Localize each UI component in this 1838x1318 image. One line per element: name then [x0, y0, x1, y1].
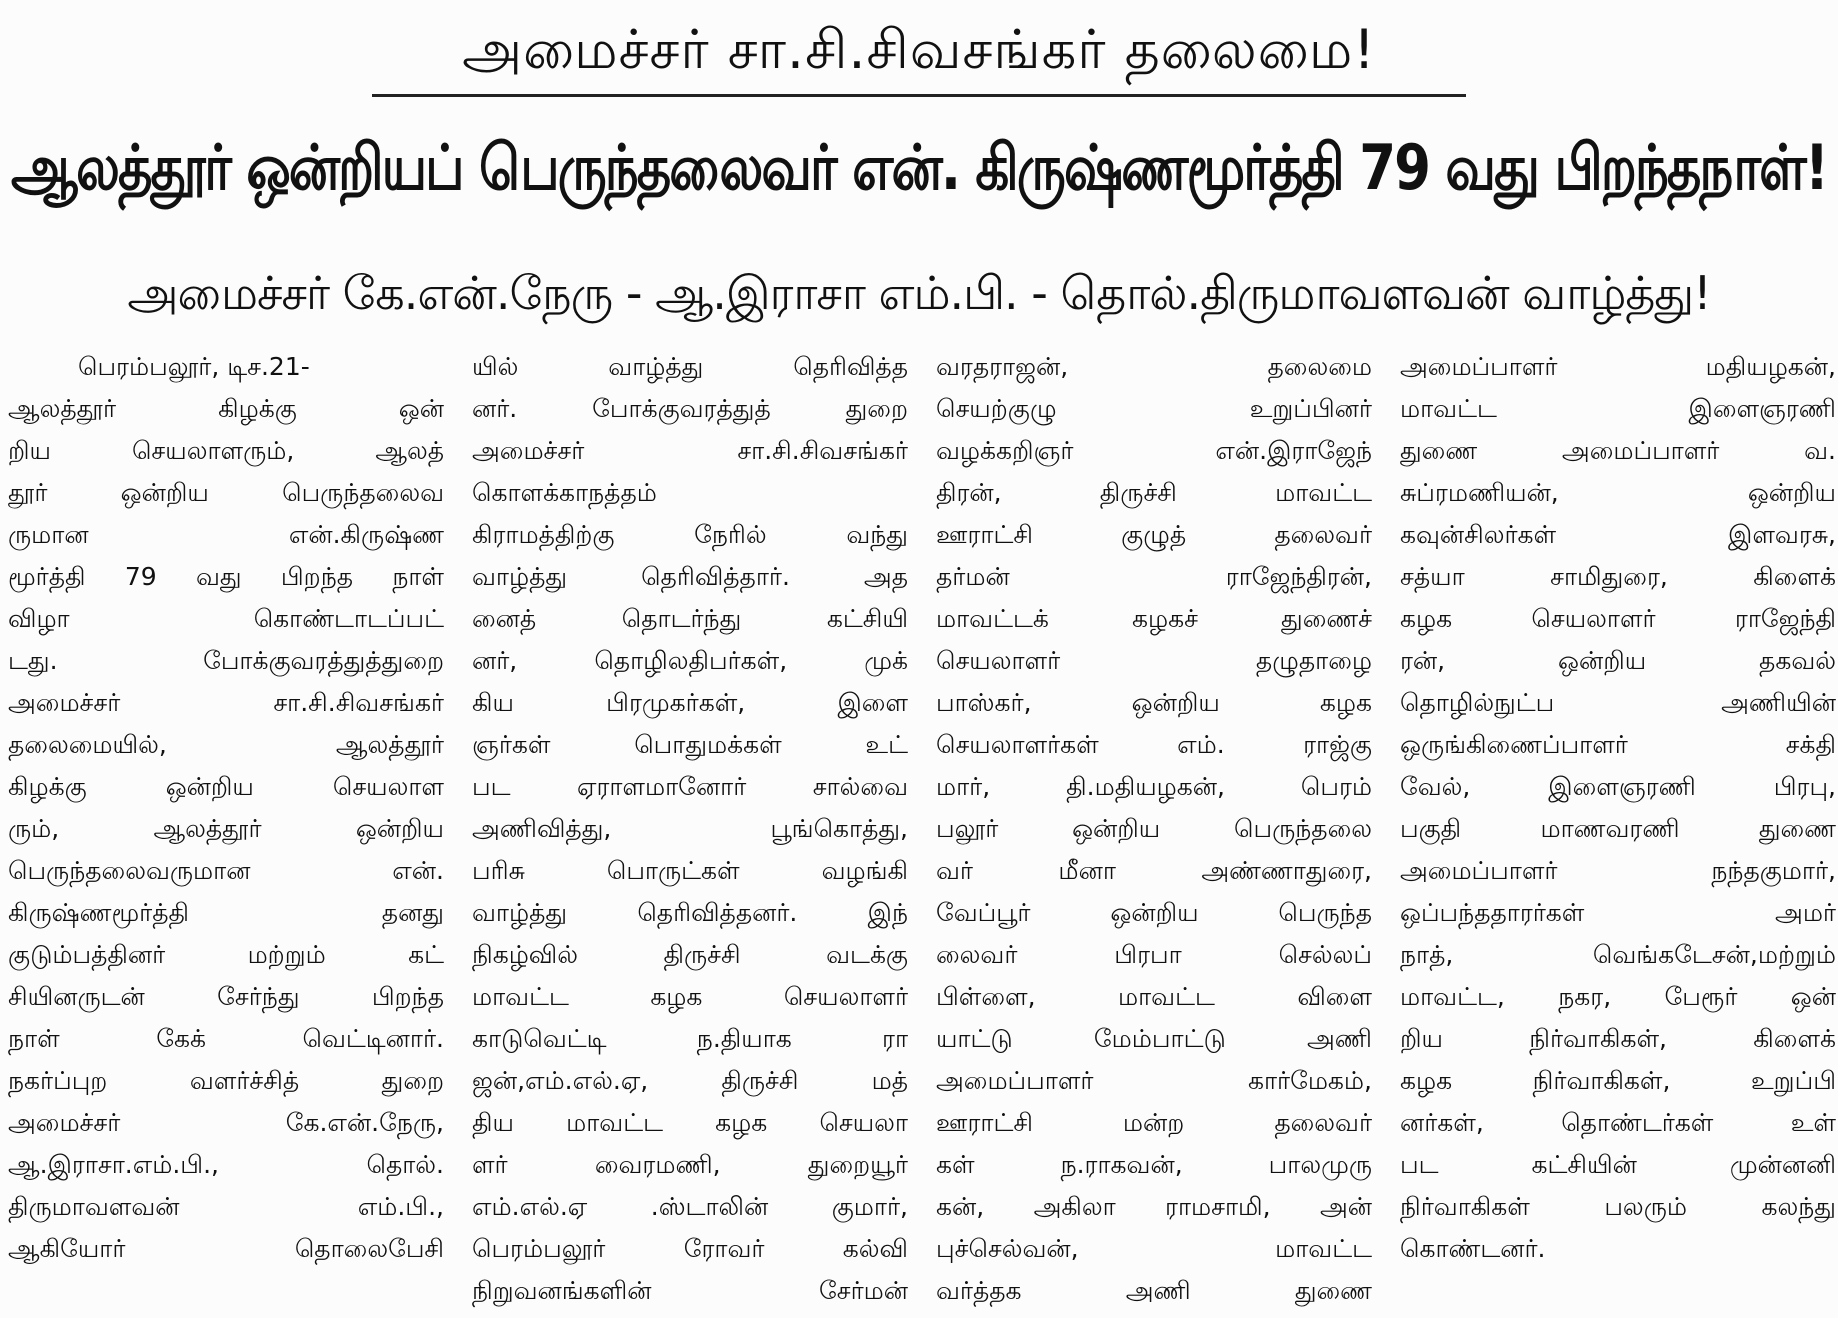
article-column-1: [8, 346, 444, 1270]
article-column-4: [1400, 346, 1836, 1270]
article-line: டது. போக்குவரத்துத்துறை: [8, 646, 444, 675]
article-line: ஊராட்சி குழுத் தலைவர்: [936, 520, 1372, 549]
article-line: குடும்பத்தினர் மற்றும் கட்: [8, 940, 444, 969]
article-line: வரதராஜன், தலைமை: [936, 352, 1372, 381]
article-line: அமைப்பாளர் கார்மேகம்,: [936, 1066, 1372, 1095]
article-line: தொழில்நுட்ப அணியின்: [1400, 688, 1836, 717]
main-headline: ஆலத்தூர் ஒன்றியப் பெருந்தலைவர் என். கிருஷ்ணமூர்த்தி 79 வது பிறந்தநாள்!: [10, 132, 1827, 205]
article-line: பெரம்பலூர் ரோவர் கல்வி: [472, 1234, 908, 1263]
article-line: ஞர்கள் பொதுமக்கள் உட்: [472, 730, 908, 759]
article-line: பட கட்சியின் முன்னனி: [1400, 1150, 1836, 1179]
article-line: கவுன்சிலர்கள் இளவரசு,: [1400, 520, 1836, 549]
article-line: அணிவித்து, பூங்கொத்து,: [472, 814, 908, 843]
article-line: கழக செயலாளர் ராஜேந்தி: [1400, 604, 1836, 633]
article-line: நகர்ப்புற வளர்ச்சித் துறை: [8, 1066, 444, 1095]
article-line: ரன், ஒன்றிய தகவல்: [1400, 646, 1836, 675]
article-line: றிய நிர்வாகிகள், கிளைக்: [1400, 1024, 1836, 1053]
article-line: விழா கொண்டாடப்பட்: [8, 604, 444, 633]
article-line: ஒருங்கிணைப்பாளர் சக்தி: [1400, 730, 1836, 759]
article-line: மூர்த்தி 79 வது பிறந்த நாள்: [8, 562, 444, 591]
article-line: கொளக்காநத்தம்: [472, 478, 657, 507]
article-line: நாள் கேக் வெட்டினார்.: [8, 1024, 444, 1053]
article-line: திருமாவளவன் எம்.பி.,: [8, 1192, 444, 1221]
article-line: திய மாவட்ட கழக செயலா: [472, 1108, 908, 1137]
article-line: கன், அகிலா ராமசாமி, அன்: [936, 1192, 1372, 1221]
article-line: பட ஏராளமானோர் சால்வை: [472, 772, 908, 801]
article-line: மார், தி.மதியழகன், பெரம்: [936, 772, 1372, 801]
article-line: சத்யா சாமிதுரை, கிளைக்: [1400, 562, 1836, 591]
article-line: அமைச்சர் கே.என்.நேரு,: [8, 1108, 444, 1137]
article-line: மாவட்ட, நகர, பேரூர் ஒன்: [1400, 982, 1836, 1011]
article-line: செயலாளர்கள் எம். ராஜ்கு: [936, 730, 1372, 759]
article-line: எம்.எல்.ஏ .ஸ்டாலின் குமார்,: [472, 1192, 908, 1221]
article-line: பிள்ளை, மாவட்ட விளை: [936, 982, 1372, 1011]
article-line: தர்மன் ராஜேந்திரன்,: [936, 562, 1372, 591]
article-line: பாஸ்கர், ஒன்றிய கழக: [936, 688, 1372, 717]
article-line: நிறுவனங்களின் சேர்மன்: [472, 1276, 908, 1305]
article-line: தலைமையில், ஆலத்தூர்: [8, 730, 444, 759]
article-line: கிராமத்திற்கு நேரில் வந்து: [472, 520, 908, 549]
article-line: வேல், இளைஞரணி பிரபு,: [1400, 772, 1836, 801]
article-line: ருமான என்.கிருஷ்ண: [8, 520, 444, 549]
article-line: நாத், வெங்கடேசன்,மற்றும்: [1400, 940, 1836, 969]
article-line: பெரம்பலூர், டிச.21-: [78, 352, 310, 381]
article-line: செயலாளர் தழுதாழை: [936, 646, 1372, 675]
article-line: கிருஷ்ணமூர்த்தி தனது: [8, 898, 444, 927]
article-line: பெருந்தலைவருமான என்.: [8, 856, 444, 885]
article-line: ரும், ஆலத்தூர் ஒன்றிய: [8, 814, 444, 843]
article-line: ஆலத்தூர் கிழக்கு ஒன்: [8, 394, 444, 423]
article-line: பகுதி மாணவரணி துணை: [1400, 814, 1836, 843]
article-line: றிய செயலாளரும், ஆலத்: [8, 436, 444, 465]
article-line: ஆ.இராசா.எம்.பி., தொல்.: [8, 1150, 444, 1179]
article-line: வேப்பூர் ஒன்றிய பெருந்த: [936, 898, 1372, 927]
article-line: அமைச்சர் சா.சி.சிவசங்கர்: [8, 688, 444, 717]
article-line: மாவட்ட கழக செயலாளர்: [472, 982, 908, 1011]
article-line: வர்த்தக அணி துணை: [936, 1276, 1372, 1305]
article-line: யில் வாழ்த்து தெரிவித்த: [472, 352, 908, 381]
article-line: சுப்ரமணியன், ஒன்றிய: [1400, 478, 1836, 507]
kicker-headline: அமைச்சர் சா.சி.சிவசங்கர் தலைமை!: [462, 18, 1376, 81]
article-line: கிழக்கு ஒன்றிய செயலாள: [8, 772, 444, 801]
article-line: லைவர் பிரபா செல்லப்: [936, 940, 1372, 969]
article-line: கள் ந.ராகவன், பாலமுரு: [936, 1150, 1372, 1179]
article-line: புச்செல்வன், மாவட்ட: [936, 1234, 1372, 1263]
article-column-3: [936, 346, 1372, 1312]
article-line: வாழ்த்து தெரிவித்தார். அத: [472, 562, 908, 591]
article-column-2: [472, 346, 908, 1312]
article-line: ஒப்பந்ததாரர்கள் அமர்: [1400, 898, 1836, 927]
article-line: னர், தொழிலதிபர்கள், முக்: [472, 646, 908, 675]
article-line: பலூர் ஒன்றிய பெருந்தலை: [936, 814, 1372, 843]
article-line: னர். போக்குவரத்துத் துறை: [472, 394, 908, 423]
article-line: சியினருடன் சேர்ந்து பிறந்த: [8, 982, 444, 1011]
article-line: ளர் வைரமணி, துறையூர்: [472, 1150, 908, 1179]
article-line: கிய பிரமுகர்கள், இளை: [472, 688, 908, 717]
article-line: திரன், திருச்சி மாவட்ட: [936, 478, 1372, 507]
article-line: நிகழ்வில் திருச்சி வடக்கு: [472, 940, 908, 969]
article-line: கொண்டனர்.: [1400, 1234, 1546, 1263]
article-line: கழக நிர்வாகிகள், உறுப்பி: [1400, 1066, 1836, 1095]
article-line: வர் மீனா அண்ணாதுரை,: [936, 856, 1372, 885]
article-line: யாட்டு மேம்பாட்டு அணி: [936, 1024, 1372, 1053]
article-line: செயற்குழு உறுப்பினர்: [936, 394, 1372, 423]
kicker-underline: [372, 94, 1466, 97]
article-line: வழக்கறிஞர் என்.இராஜேந்: [936, 436, 1372, 465]
article-line: னைத் தொடர்ந்து கட்சியி: [472, 604, 908, 633]
article-line: ஜன்,எம்.எல்.ஏ, திருச்சி மத்: [472, 1066, 908, 1095]
article-line: நிர்வாகிகள் பலரும் கலந்து: [1400, 1192, 1836, 1221]
article-line: காடுவெட்டி ந.தியாக ரா: [472, 1024, 908, 1053]
article-line: வாழ்த்து தெரிவித்தனர். இந்: [472, 898, 908, 927]
sub-headline: அமைச்சர் கே.என்.நேரு - ஆ.இராசா எம்.பி. - தொல்.திருமாவளவன் வாழ்த்து!: [127, 266, 1711, 320]
article-line: அமைப்பாளர் மதியழகன்,: [1400, 352, 1836, 381]
article-line: மாவட்டக் கழகச் துணைச்: [936, 604, 1372, 633]
article-line: பரிசு பொருட்கள் வழங்கி: [472, 856, 908, 885]
article-line: துணை அமைப்பாளர் வ.: [1400, 436, 1836, 465]
article-line: ஊராட்சி மன்ற தலைவர்: [936, 1108, 1372, 1137]
article-line: ஆகியோர் தொலைபேசி: [8, 1234, 444, 1263]
article-line: னர்கள், தொண்டர்கள் உள்: [1400, 1108, 1836, 1137]
article-line: அமைப்பாளர் நந்தகுமார்,: [1400, 856, 1836, 885]
article-line: மாவட்ட இளைஞரணி: [1400, 394, 1836, 423]
article-line: அமைச்சர் சா.சி.சிவசங்கர்: [472, 436, 908, 465]
article-line: தூர் ஒன்றிய பெருந்தலைவ: [8, 478, 444, 507]
